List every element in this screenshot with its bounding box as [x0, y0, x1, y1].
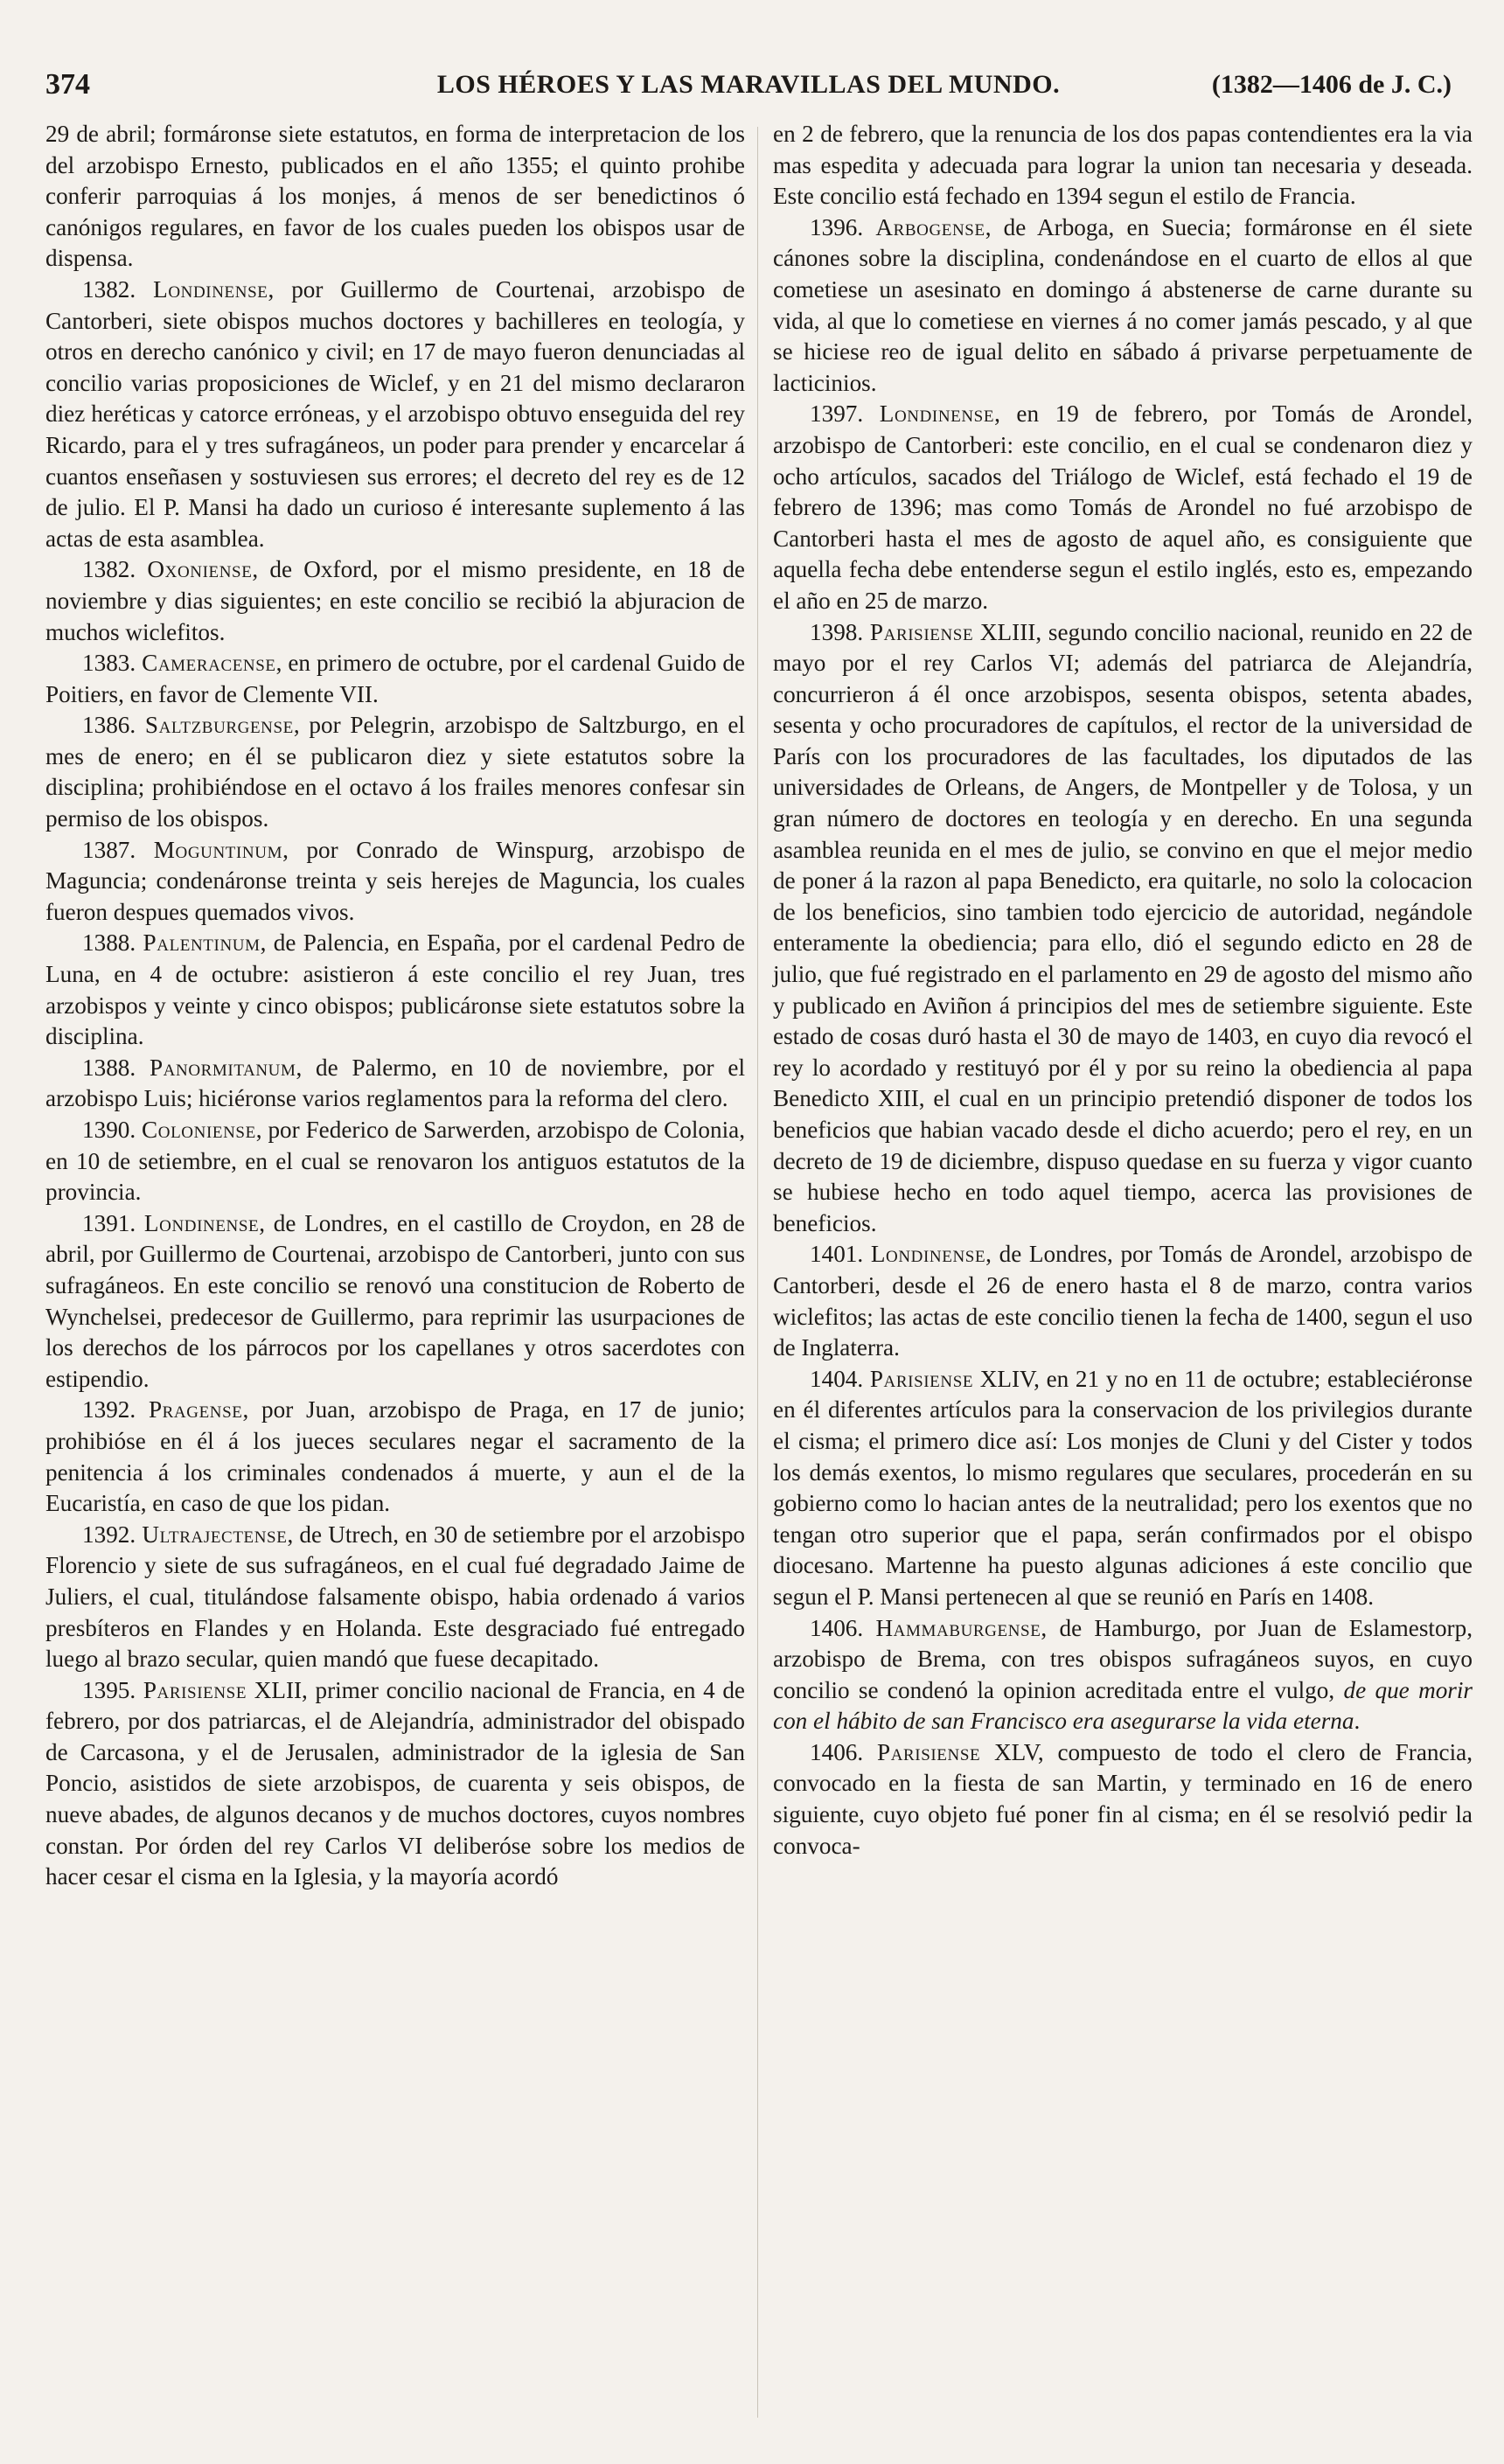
council-name: Parisiense	[143, 1676, 247, 1703]
entry-year: 1386.	[82, 712, 136, 739]
entry-text: XLIII, segundo concilio nacional, reunido en 22 de mayo por el rey Carlos VI; además del patriarca de Alejandría, concurrieron á él once arzobispos, sesenta obispos, setenta abades, sesenta y ocho procuradores de capítulos, el rector de la universidad de París con los procuradores de las facultades, los diputados de las universidades de Orleans, de Angers, de Montpeller y de Tolosa, y un gran número de doctores en teología y en derecho. En una segunda asamblea reunida en el mes de julio, se convino en que el mejor medio de poner á la razon al papa Benedicto, era quitarle, no solo la colocacion de los beneficios, sino tambien todo ejercicio de autoridad, negándole enteramente la obediencia; para ello, dió el segundo edicto en 28 de julio, que fué registrado en el parlamento en 29 de agosto del mismo año y publicado en Aviñon á principios del mes de setiembre siguiente. Este estado de cosas duró hasta el 30 de mayo de 1403, en cuyo dia revocó el rey lo acordado y restituyó por él y por su reino la obediencia al papa Benedicto XIII, el cual en un principio pretendió disponer de todos los beneficios que habian vacado desde el dicho acuerdo; pero el rey, en un decreto de 19 de diciembre, dispuso quedase en su fuerza y vigor cuanto se hubiese hecho en todo aquel tiempo, acerca las provisiones de beneficios.	[773, 618, 1473, 1236]
entry-text: , de Londres, en el castillo de Croydon, en 28 de abril, por Guillermo de Courtenai, arzobispo de Cantorberi, junto con sus sufragáneos. En este concilio se renovó una constitucion de Roberto de Wynchelsei, predecesor de Guillermo, para reprimir las usurpaciones de los derechos de los párrocos por los capellanes y otros sacerdotes con estipendio.	[45, 1209, 745, 1392]
council-name: Pragense	[148, 1396, 243, 1423]
council-entry	[45, 1115, 745, 1208]
council-name: Londinense	[879, 400, 995, 428]
entry-year: 1382.	[82, 556, 136, 583]
entry-text: XLII, primer concilio nacional de Francia, en 4 de febrero, por dos patriarcas, el de Alejandría, administrador del obispado de Carcasona, y el de Jerusalen, administrador de la iglesia de San Poncio, asistidos de siete arzobispos, de cuarenta y seis obispos, de nueve abades, de algunos decanos y de muchos doctores, cuyos nombres constan. Por órden del rey Carlos VI deliberóse sobre los medios de hacer cesar el cisma en la Iglesia, y la mayoría acordó	[45, 1676, 745, 1890]
entry-text: , de Arboga, en Suecia; formáronse en él siete cánones sobre la disciplina, condenándose en el cuarto de ellos al que cometiese un asesinato en domingo á abstenerse de carne durante su vida, al que lo cometiese en viernes á no comer jamás pescado, y al que se hiciese reo de igual delito en sábado á privarse perpetuamente de lacticinios.	[773, 213, 1473, 396]
entry-tail: .	[1354, 1708, 1361, 1735]
council-entry	[773, 119, 1473, 212]
council-entry	[45, 648, 745, 710]
entry-text: , por Juan, arzobispo de Praga, en 17 de junio; prohibióse en él á los jueces seculares negar el sacramento de la penitencia á los criminales condenados á muerte, y aun el de la Eucaristía, en caso de que los pidan.	[45, 1396, 745, 1517]
entry-text: XLIV, en 21 y no en 11 de octubre; estableciéronse en él diferentes artículos para la conservacion de los privilegios durante el cisma; el primero dice así: Los monjes de Cluni y del Cister y todos los demás exentos, lo mismo regulares que seculares, procederán en su gobierno como lo hacian antes de la neutralidad; pero los exentos que no tengan otro superior que el papa, serán confirmados por el obispo diocesano. Martenne ha puesto algunas adiciones á este concilio que segun el P. Mansi pertenecen al que se reunió en París en 1408.	[773, 1365, 1473, 1610]
council-name: Parisiense	[869, 618, 974, 645]
council-entry	[45, 1053, 745, 1115]
council-entry	[773, 1613, 1473, 1737]
entry-year: 1406.	[810, 1614, 864, 1641]
council-entry	[45, 1675, 745, 1893]
council-name: Ultrajectense	[142, 1521, 288, 1548]
entry-text: , por Pelegrin, arzobispo de Saltzburgo, en el mes de enero; en él se publicaron diez y siete estatutos sobre la disciplina; prohibiéndose en el octavo á los frailes menores confesar sin permiso de los obispos.	[45, 712, 745, 832]
right-column	[773, 119, 1473, 1862]
council-entry	[45, 1520, 745, 1675]
council-name: Coloniense	[142, 1117, 256, 1143]
council-name: Palentinum	[143, 929, 261, 957]
council-entry	[773, 212, 1473, 400]
council-name: Parisiense	[869, 1365, 974, 1392]
council-name: Cameracense	[142, 650, 276, 677]
entry-text: , de Oxford, por el mismo presidente, en 18 de noviembre y dias siguientes; en este concilio se recibió la abjuracion de muchos wiclefitos.	[45, 556, 745, 645]
entry-text: , de Londres, por Tomás de Arondel, arzobispo de Cantorberi, desde el 26 de enero hasta el 8 de marzo, contra varios wiclefitos; las actas de este concilio tienen la fecha de 1400, segun el uso de Inglaterra.	[773, 1241, 1473, 1361]
council-name: Londinense	[153, 275, 268, 303]
entry-text: , por Federico de Sarwerden, arzobispo de Colonia, en 10 de setiembre, en el cual se renovaron los antiguos estatutos de la provincia.	[45, 1117, 745, 1206]
left-column	[45, 119, 745, 1893]
entry-text: en 2 de febrero, que la renuncia de los dos papas contendientes era la via mas espedita y adecuada para lograr la union tan necesaria y deseada. Este concilio está fechado en 1394 segun el estilo de Francia.	[773, 121, 1473, 210]
council-entry	[45, 554, 745, 648]
entry-year: 1382.	[82, 275, 136, 303]
entry-year: 1392.	[82, 1521, 136, 1548]
council-name: Hammaburgense	[875, 1614, 1041, 1641]
entry-text: , en primero de octubre, por el cardenal Guido de Poitiers, en favor de Clemente VII.	[45, 650, 746, 707]
council-name: Oxoniense	[147, 556, 253, 583]
entry-year: 1390.	[82, 1117, 136, 1143]
council-entry	[45, 928, 745, 1052]
council-entry	[45, 1395, 745, 1519]
council-entry	[773, 399, 1473, 616]
entry-text: 29 de abril; formáronse siete estatutos, en forma de interpretacion de los del arzobispo Ernesto, publicados en el año 1355; el quinto prohibe conferir parroquias á los monjes, á menos de ser benedictinos ó canónigos regulares, en favor de los cuales pueden los obispos usar de dispensa.	[45, 121, 745, 272]
entry-year: 1406.	[810, 1738, 864, 1765]
council-entry	[45, 835, 745, 929]
running-header	[45, 61, 1452, 112]
entry-year: 1387.	[82, 836, 136, 863]
council-name: Arbogense	[875, 213, 985, 240]
column-divider	[757, 127, 758, 2418]
council-name: Parisiense	[876, 1738, 981, 1765]
entry-text: , en 19 de febrero, por Tomás de Arondel, arzobispo de Cantorberi: este concilio, en el cual se condenaron diez y ocho artículos, sacados del Triálogo de Wiclef, está fechado el 19 de febrero de 1396; mas como Tomás de Arondel no fué arzobispo de Cantorberi hasta el mes de agosto de aquel año, es consiguiente que aquella fecha debe entenderse segun el estilo inglés, esto es, empezando el año en 25 de marzo.	[773, 400, 1473, 614]
council-name: Londinense	[143, 1209, 260, 1236]
page-number: 374	[45, 68, 90, 101]
council-entry	[773, 1239, 1473, 1363]
entry-year: 1392.	[82, 1396, 136, 1423]
council-name: Saltzburgense	[144, 712, 294, 739]
entry-text: , por Conrado de Winspurg, arzobispo de Maguncia; condenáronse treinta y seis herejes de Maguncia, los cuales fueron despues quemados vivos.	[45, 836, 746, 925]
council-entry	[773, 1737, 1473, 1862]
entry-text: , de Utrech, en 30 de setiembre por el arzobispo Florencio y siete de sus sufragáneos, en el cual fué degradado Jaime de Juliers, el cual, titulándose falsamente obispo, habia ordenado á varios presbíteros en Flandes y en Holanda. Este desgraciado fué entregado luego al brazo secular, quien mandó que fuese decapitado.	[45, 1521, 746, 1673]
entry-text: , de Palermo, en 10 de noviembre, por el arzobispo Luis; hiciéronse varios reglamentos para la reforma del clero.	[45, 1054, 745, 1112]
council-entry	[773, 617, 1473, 1240]
council-name: Londinense	[870, 1241, 986, 1268]
council-entry	[773, 1364, 1473, 1613]
running-title: LOS HÉROES Y LAS MARAVILLAS DEL MUNDO.	[436, 70, 1061, 99]
entry-year: 1383.	[82, 650, 136, 677]
entry-year: 1404.	[810, 1365, 864, 1392]
entry-year: 1388.	[82, 1054, 136, 1081]
entry-text: XLV, compuesto de todo el clero de Francia, convocado en la fiesta de san Martin, y terminado en 16 de enero siguiente, cuyo objeto fué poner fin al cisma; en él se resolvió pedir la convoca-	[773, 1738, 1473, 1859]
entry-year: 1401.	[810, 1241, 864, 1268]
council-name: Panormitanum	[149, 1054, 296, 1081]
council-entry	[45, 119, 745, 275]
entry-year: 1395.	[82, 1676, 136, 1703]
date-range: (1382—1406 de J. C.)	[1211, 70, 1452, 99]
council-entry	[45, 1208, 745, 1396]
entry-year: 1397.	[810, 400, 864, 428]
entry-text: , de Palencia, en España, por el cardenal Pedro de Luna, en 4 de octubre: asistieron á este concilio el rey Juan, tres arzobispos y veinte y cinco obispos; publicáronse siete estatutos sobre la disciplina.	[45, 929, 746, 1050]
entry-year: 1391.	[82, 1209, 136, 1236]
council-entry	[45, 275, 745, 554]
entry-year: 1396.	[810, 213, 864, 240]
council-name: Moguntinum	[153, 836, 283, 863]
italic-quote: de que morir con el hábito de san Francisco era asegurarse la vida eterna	[773, 1676, 1473, 1735]
entry-text: , por Guillermo de Courtenai, arzobispo de Cantorberi, siete obispos muchos doctores y bachilleres en teología, y otros en derecho canónico y civil; en 17 de mayo fueron denunciadas al concilio varias proposiciones de Wiclef, y en 21 del mismo declararon diez heréticas y catorce erróneas, y el arzobispo obtuvo enseguida del rey Ricardo, para el y tres sufragáneos, un poder para prender y encarcelar á cuantos enseñasen y sostuviesen sus errores; el decreto del rey es de 12 de julio. El P. Mansi ha dado un curioso é interesante suplemento á las actas de esta asamblea.	[45, 275, 745, 552]
council-entry	[45, 710, 745, 834]
entry-year: 1398.	[810, 618, 864, 645]
entry-year: 1388.	[82, 929, 136, 957]
entry-text: , de Hamburgo, por Juan de Eslamestorp, arzobispo de Brema, con tres obispos sufragáneos suyos, en cuyo concilio se condenó la opinion acreditada entre el vulgo,	[773, 1614, 1473, 1703]
